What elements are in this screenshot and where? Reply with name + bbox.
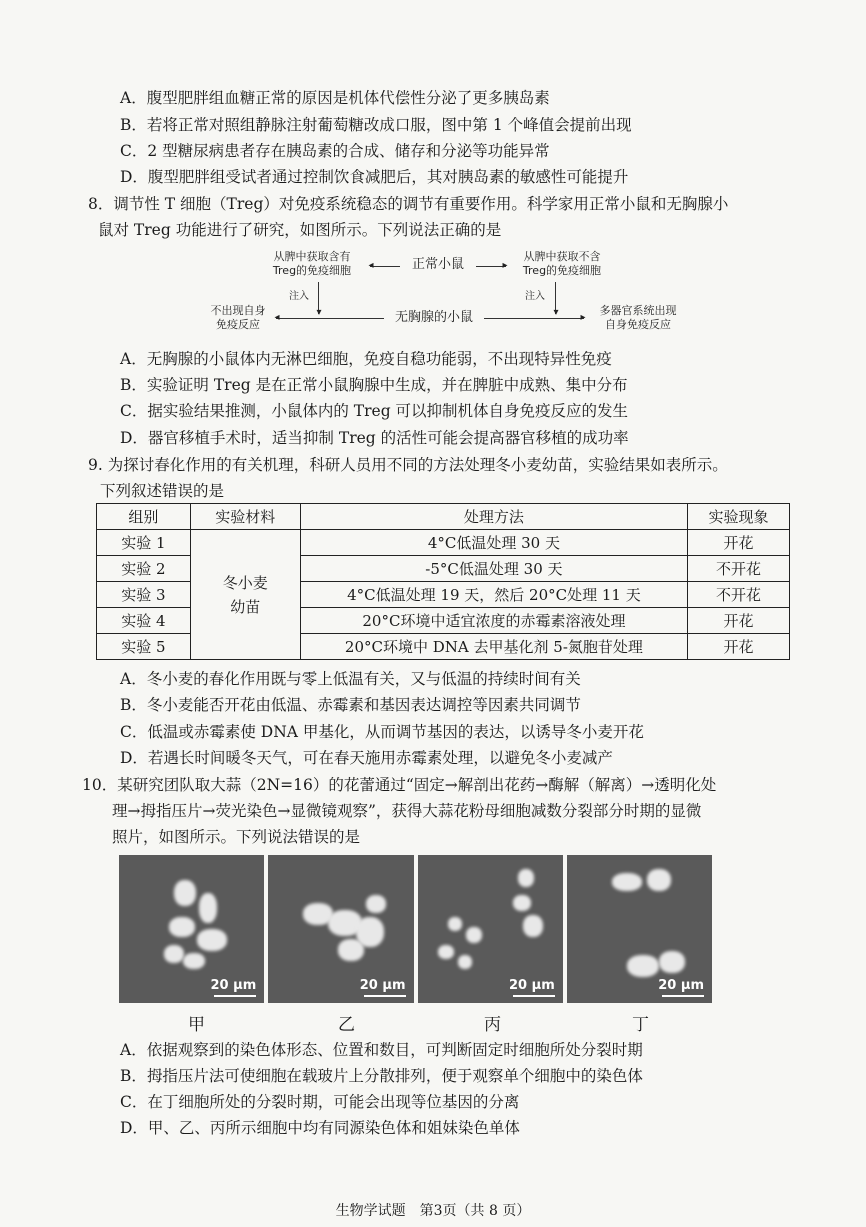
scale-label-jia: 20 μm xyxy=(210,978,257,993)
q9-option-b: B．冬小麦能否开花由低温、赤霉素和基因表达调控等因素共同调节 xyxy=(120,696,581,714)
table-header-row xyxy=(97,504,790,530)
header-result: 实验现象 xyxy=(688,504,790,530)
cell-group: 实验 5 xyxy=(97,634,191,660)
diagram-center-bottom: 无胸腺的小鼠 xyxy=(394,310,473,325)
header-method: 处理方法 xyxy=(300,504,687,530)
arrow-right-bottom-head: ▸ xyxy=(580,312,586,323)
arrow-left-head: ◂ xyxy=(368,260,374,271)
cell-group: 实验 1 xyxy=(97,530,191,556)
q8-option-d: D．器官移植手术时，适当抑制 Treg 的活性可能会提高器官移植的成功率 xyxy=(120,429,629,447)
scale-label-bing: 20 μm xyxy=(509,978,555,993)
arrow-right-bottom xyxy=(484,318,584,319)
cell-result: 不开花 xyxy=(688,582,790,608)
cell-material: 冬小麦 幼苗 xyxy=(190,530,300,660)
photo-label-jia: 甲 xyxy=(188,1015,205,1035)
experiment-table xyxy=(96,503,790,660)
header-material: 实验材料 xyxy=(190,504,300,530)
cell-method: 4°C低温处理 30 天 xyxy=(300,530,687,556)
inject-left-label: 注入 xyxy=(289,291,309,302)
cell-method: 4°C低温处理 19 天，然后 20°C处理 11 天 xyxy=(300,582,687,608)
table-row xyxy=(97,530,790,556)
q8-stem-line2: 鼠对 Treg 功能进行了研究，如图所示。下列说法正确的是 xyxy=(98,221,502,239)
micrograph-jia xyxy=(119,855,264,1003)
cell-method: 20°C环境中 DNA 去甲基化剂 5-氮胞苷处理 xyxy=(300,634,687,660)
micrograph-ding xyxy=(567,855,712,1003)
inject-left-head: ▾ xyxy=(316,307,322,318)
scale-label-ding: 20 μm xyxy=(658,978,704,993)
diagram-left-bottom: 不出现自身 免疫反应 xyxy=(210,304,266,331)
diagram-right-top: 从脾中获取不含 Treg的免疫细胞 xyxy=(522,250,602,277)
diagram-left-top: 从脾中获取含有 Treg的免疫细胞 xyxy=(272,250,352,277)
q10-option-c: C．在丁细胞所处的分裂时期，可能会出现等位基因的分离 xyxy=(120,1093,520,1111)
cell-result: 开花 xyxy=(688,634,790,660)
q9-stem-line1: 9. 为探讨春化作用的有关机理，科研人员用不同的方法处理冬小麦幼苗，实验结果如表所示。 xyxy=(88,456,728,474)
q10-stem-line1: 10．某研究团队取大蒜（2N=16）的花蕾通过“固定→解剖出花药→酶解（解离）→透明化处 xyxy=(82,776,717,794)
q7-option-b: B．若将正常对照组静脉注射葡萄糖改成口服，图中第 1 个峰值会提前出现 xyxy=(120,116,632,134)
photo-label-yi: 乙 xyxy=(338,1015,355,1035)
micrograph-yi xyxy=(268,855,413,1003)
cell-method: -5°C低温处理 30 天 xyxy=(300,556,687,582)
q8-option-c: C．据实验结果推测，小鼠体内的 Treg 可以抑制机体自身免疫反应的发生 xyxy=(120,402,629,420)
arrow-left-bottom xyxy=(276,318,384,319)
inject-right-label: 注入 xyxy=(525,291,545,302)
q9-option-c: C．低温或赤霉素使 DNA 甲基化，从而调节基因的表达，以诱导冬小麦开花 xyxy=(120,723,644,741)
page-footer: 生物学试题 第3页（共 8 页） xyxy=(335,1203,531,1219)
q10-option-b: B．拇指压片法可使细胞在载玻片上分散排列，便于观察单个细胞中的染色体 xyxy=(120,1067,643,1085)
photo-label-ding: 丁 xyxy=(632,1015,649,1035)
q8-stem-line1: 8．调节性 T 细胞（Treg）对免疫系统稳态的调节有重要作用。科学家用正常小鼠和无胸腺小 xyxy=(88,195,729,213)
cell-result: 开花 xyxy=(688,530,790,556)
q10-option-d: D．甲、乙、丙所示细胞中均有同源染色体和姐妹染色单体 xyxy=(120,1119,520,1137)
q8-option-a: A．无胸腺的小鼠体内无淋巴细胞，免疫自稳功能弱，不出现特异性免疫 xyxy=(120,350,612,368)
q9-option-d: D．若遇长时间暖冬天气，可在春天施用赤霉素处理，以避免冬小麦减产 xyxy=(120,749,613,767)
q8-option-b: B．实验证明 Treg 是在正常小鼠胸腺中生成，并在脾脏中成熟、集中分布 xyxy=(120,376,628,394)
cell-group: 实验 3 xyxy=(97,582,191,608)
header-group: 组别 xyxy=(97,504,191,530)
q10-stem-line3: 照片，如图所示。下列说法错误的是 xyxy=(112,828,361,846)
cell-result: 开花 xyxy=(688,608,790,634)
q7-option-d: D．腹型肥胖组受试者通过控制饮食减肥后，其对胰岛素的敏感性可能提升 xyxy=(120,168,629,186)
cell-group: 实验 2 xyxy=(97,556,191,582)
diagram-center-top: 正常小鼠 xyxy=(411,257,464,272)
q10-option-a: A．依据观察到的染色体形态、位置和数目，可判断固定时细胞所处分裂时期 xyxy=(120,1041,643,1059)
micrograph-bing xyxy=(418,855,563,1003)
photo-label-bing: 丙 xyxy=(484,1015,501,1035)
inject-right-head: ▾ xyxy=(553,307,559,318)
cell-group: 实验 4 xyxy=(97,608,191,634)
q9-stem-line2: 下列叙述错误的是 xyxy=(100,482,225,500)
q9-option-a: A．冬小麦的春化作用既与零上低温有关，又与低温的持续时间有关 xyxy=(120,670,581,688)
q7-option-a: A．腹型肥胖组血糖正常的原因是机体代偿性分泌了更多胰岛素 xyxy=(120,89,550,107)
micrograph-panel xyxy=(119,855,712,1003)
scale-label-yi: 20 μm xyxy=(359,978,406,993)
arrow-right-head: ▸ xyxy=(502,260,508,271)
cell-method: 20°C环境中适宜浓度的赤霉素溶液处理 xyxy=(300,608,687,634)
q7-option-c: C．2 型糖尿病患者存在胰岛素的合成、储存和分泌等功能异常 xyxy=(120,142,550,160)
arrow-left-bottom-head: ◂ xyxy=(274,312,280,323)
diagram-right-bottom: 多器官系统出现 自身免疫反应 xyxy=(599,304,677,331)
q10-stem-line2: 理→拇指压片→荧光染色→显微镜观察”，获得大蒜花粉母细胞减数分裂部分时期的显微 xyxy=(112,802,702,820)
cell-result: 不开花 xyxy=(688,556,790,582)
